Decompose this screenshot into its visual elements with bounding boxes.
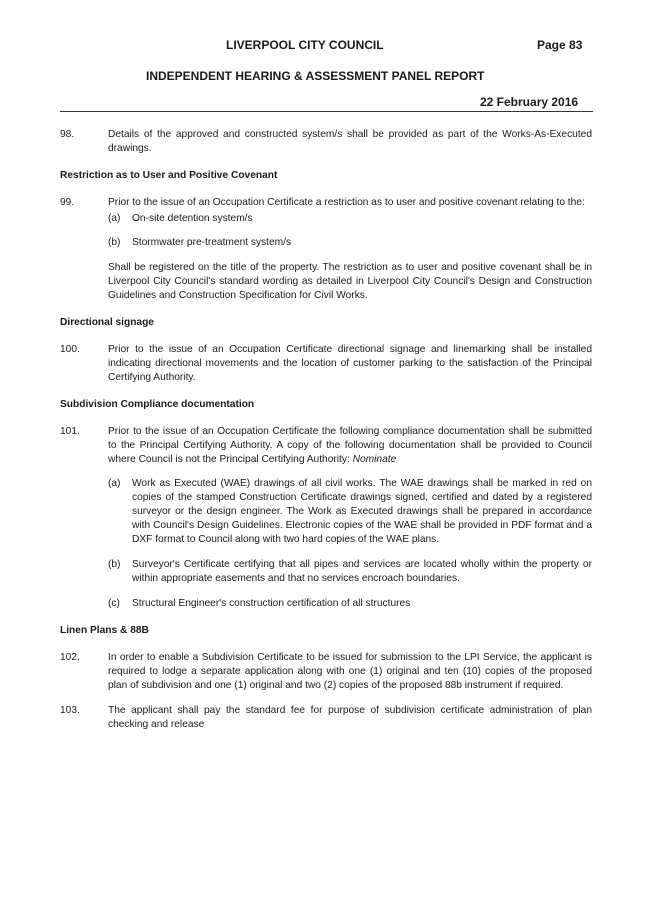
section-heading-signage: Directional signage bbox=[60, 317, 154, 328]
report-title: INDEPENDENT HEARING & ASSESSMENT PANEL REPORT bbox=[146, 69, 485, 83]
sub-item-a bbox=[108, 212, 592, 226]
sub-item-a bbox=[108, 477, 592, 547]
section-heading-restriction: Restriction as to User and Positive Covenant bbox=[60, 170, 278, 181]
section-heading-linen-plans: Linen Plans & 88B bbox=[60, 625, 149, 636]
condition-number: 102. bbox=[60, 652, 80, 663]
condition-number: 103. bbox=[60, 705, 80, 716]
nominate-note: Nominate bbox=[352, 454, 397, 465]
condition-98 bbox=[60, 128, 592, 156]
condition-text: The applicant shall pay the standard fee for purpose of subdivision certificate administration of plan checking and release bbox=[108, 705, 592, 730]
condition-100 bbox=[60, 343, 592, 385]
condition-text: In order to enable a Subdivision Certificate to be issued for submission to the LPI Service, the applicant is required to lodge a separate application along with one (1) original and ten (10) copies of the proposed plan of subdivision and one (1) original and two (2) copies of the proposed 88b instrument if required. bbox=[108, 652, 592, 691]
condition-number: 100. bbox=[60, 344, 80, 355]
document-body bbox=[60, 128, 592, 732]
condition-text: Details of the approved and constructed system/s shall be provided as part of the Works-As-Executed drawings. bbox=[108, 129, 592, 154]
condition-text: Prior to the issue of an Occupation Certificate directional signage and linemarking shall be installed indicating directional movements and the location of customer parking to the satisfaction of the Principal Certifying Authority. bbox=[108, 344, 592, 383]
sub-item-text: Stormwater pre-treatment system/s bbox=[132, 237, 292, 248]
condition-text-main: Prior to the issue of an Occupation Certificate the following compliance documentation shall be submitted to the Principal Certifying Authority. A copy of the following documentation shall be provided to Council where Council is not the Principal Certifying Authority: bbox=[108, 426, 592, 465]
condition-number: 98. bbox=[60, 129, 75, 140]
council-name: LIVERPOOL CITY COUNCIL bbox=[226, 38, 384, 52]
condition-number: 101. bbox=[60, 426, 80, 437]
condition-text: Prior to the issue of an Occupation Certificate a restriction as to user and positive covenant relating to the: bbox=[108, 197, 585, 208]
page-number: Page 83 bbox=[537, 38, 583, 52]
sub-item-text: On-site detention system/s bbox=[132, 213, 253, 224]
sub-item-text: Surveyor's Certificate certifying that all pipes and services are located wholly within the property or within appropriate easements and that no services encroach boundaries. bbox=[132, 559, 592, 584]
condition-99 bbox=[60, 196, 592, 303]
sub-item-label: (a) bbox=[108, 478, 121, 489]
condition-tail-text: Shall be registered on the title of the property. The restriction as to user and positive covenant shall be in Liverpool City Council's standard wording as detailed in Liverpool City Council's Design and Construction Guidelines and Construction Specification for Civil Works. bbox=[108, 262, 592, 301]
sub-item-label: (a) bbox=[108, 213, 121, 224]
sub-item-b bbox=[108, 236, 592, 250]
condition-101 bbox=[60, 425, 592, 611]
condition-103 bbox=[60, 704, 592, 732]
condition-number: 99. bbox=[60, 197, 75, 208]
report-date: 22 February 2016 bbox=[480, 95, 579, 109]
sub-item-b bbox=[108, 558, 592, 586]
sub-item-text: Structural Engineer's construction certification of all structures bbox=[132, 598, 411, 609]
condition-102 bbox=[60, 651, 592, 693]
header-rule bbox=[60, 111, 593, 112]
section-heading-subdivision: Subdivision Compliance documentation bbox=[60, 399, 255, 410]
sub-item-label: (b) bbox=[108, 237, 121, 248]
condition-text bbox=[108, 425, 592, 467]
sub-item-c bbox=[108, 597, 592, 611]
sub-item-text: Work as Executed (WAE) drawings of all civil works. The WAE drawings shall be marked in red on copies of the stamped Construction Certificate drawings signed, certified and dated by a registered surveyor or the design engineer. The Work as Executed drawings shall be prepared in accordance with Council's Design Guidelines. Electronic copies of the WAE shall be provided in PDF format and a DXF format to Council along with two hard copies of the WAE plans. bbox=[132, 478, 592, 545]
sub-item-label: (c) bbox=[108, 598, 120, 609]
sub-item-label: (b) bbox=[108, 559, 121, 570]
